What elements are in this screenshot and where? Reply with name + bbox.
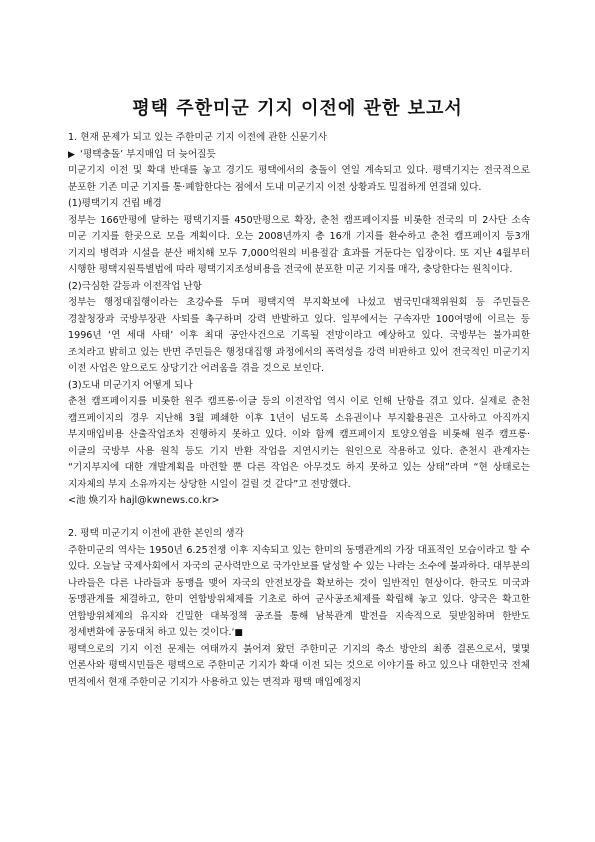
page-title: 평택 주한미군 기지 이전에 관한 보고서	[132, 98, 463, 119]
opinion-paragraph-1	[68, 543, 530, 642]
article-byline: <池 煥기자 hajl@kwnews.co.kr>	[68, 495, 220, 506]
opinion-paragraph-1-text: 주한미군의 역사는 1950년 6.25전쟁 이후 지속되고 있는 한미의 동맹관계의 가장 대표적인 모습이라고 할 수 있다. 오늘날 국제사회에서 자국의 군사력만으로 국가안보를 달성할 수 있는 나라는 소수에 불과하다. 대부분의 나라들은 다른 나라들과 동맹을 맺어 자국의 안전보장을 확보하는 것이 일반적인 현상이다. 한국도 미국과 동맹관계를 체결하고, 한미 연합방위체제를 기초로 하여 군사공조체제를 확립해 놓고 있다. 양국은 확고한 연합방위체제의 유지와 긴밀한 대북정책 공조를 통해 남북관계 발전을 지속적으로 뒷받침하며 한반도 정세변화에 공동대처 하고 있는 것이다.	[68, 544, 530, 638]
section-spacer	[68, 510, 530, 527]
end-mark: ’■	[231, 628, 243, 638]
section2-heading: 2. 평택 미군기지 이전에 관한 본인의 생각	[68, 528, 244, 539]
article-paragraph-2: 정부는 행정대집행이라는 초강수를 두며 평택지역 부지확보에 나섰고 범국민대책위원회 등 주민들은 경찰청장과 국방부장관 사퇴를 촉구하며 강력 반발하고 있다. 일부에서는 구속자만 100여명에 이르는 등 1996년 ‘연 세대 사태’ 이후 최대 공안사건으로 기록될 전망이라고 예상하고 있다. 국방부는 불가피한 조치라고 밝히고 있는 반면 주민들은 행정대집행 과정에서의 폭력성을 강력 비판하고 있어 전국적인 미군기지 이전 사업은 앞으로도 상당기간 어려움을 겪을 것으로 보인다.	[68, 297, 530, 374]
article-headline	[68, 147, 530, 164]
opinion-paragraph-2: 평택으로의 기지 이전 문제는 여태까지 붉어져 왔던 주한미군 기지의 축소 방안의 최종 결론으로서, 몇몇 언론사와 평택시민들은 평택으로 주한미군 기지가 확대 이전 되는 것으로 이야기를 하고 있으나 대한민국 전체 면적에서 현재 주한미군 기지가 사용하고 있는 면적과 평택 매입예정지	[68, 643, 530, 688]
article-headline-text: ‘평택충돌’ 부지매입 더 늦어질듯	[79, 148, 216, 160]
arrow-right-icon: ▶	[68, 149, 75, 160]
article-paragraph-3: 춘천 캠프페이지를 비롯한 원주 캠프롱·이글 등의 이전작업 역시 이로 인해 난항을 겪고 있다. 실제로 춘천 캠프페이지의 경우 지난해 3월 폐쇄한 이후 1년이 넘도록 소유권이나 부지활용권은 고사하고 아직까지 부지매입비용 산출작업조차 진행하지 못하고 있다. 이와 함께 캠프페이지 토양오염을 비롯해 원주 캠프롱·이글의 국방부 사용 원칙 등도 기지 반환 작업을 지연시키는 원인으로 작용하고 있다. 춘천시 관계자는 “기지부지에 대한 개발계획을 마련할 뿐 다른 작업은 아무것도 하지 못하고 있는 상태”라며 “현 상태로는 지자체의 부지 소유까지는 상당한 시일이 걸릴 것 같다”고 전망했다.	[68, 396, 530, 490]
article-paragraph-1: 정부는 166만평에 달하는 평택기지를 450만평으로 확장, 춘천 캠프페이지를 비롯한 전국의 미 2사단 소속 미군 기지를 한곳으로 모을 계획이다. 오는 2008년까지 총 16개 기지를 환수하고 춘천 캠프페이지 등3개 기지의 병력과 시설을 분산 배치해 모두 7,000억원의 비용절감 효과를 거둔다는 입장이다. 또 지난 4월부터 시행한 평택지원특별법에 따라 평택기지조성비용을 전국에 분포한 미군 기지를 매각, 충당한다는 원칙이다.	[68, 214, 530, 275]
section1-heading: 1. 현재 문제가 되고 있는 주한미군 기지 이전에 관한 신문기사	[68, 132, 328, 143]
article-subheading-3: (3)도내 미군기지 어떻게 되나	[68, 379, 193, 391]
article-subheading-2: (2)극심한 갈등과 이전작업 난항	[68, 280, 202, 292]
article-intro: 미군기지 이전 및 확대 반대를 놓고 경기도 평택에서의 충돌이 연일 계속되고 있다. 평택기지는 전국적으로 분포한 기존 미군 기지를 통·폐합한다는 점에서 도내 미군기지 이전 상황과도 밀접하게 연결돼 있다.	[68, 165, 530, 193]
document-body	[68, 130, 530, 691]
article-subheading-1: (1)평택기지 건립 배경	[68, 198, 162, 209]
